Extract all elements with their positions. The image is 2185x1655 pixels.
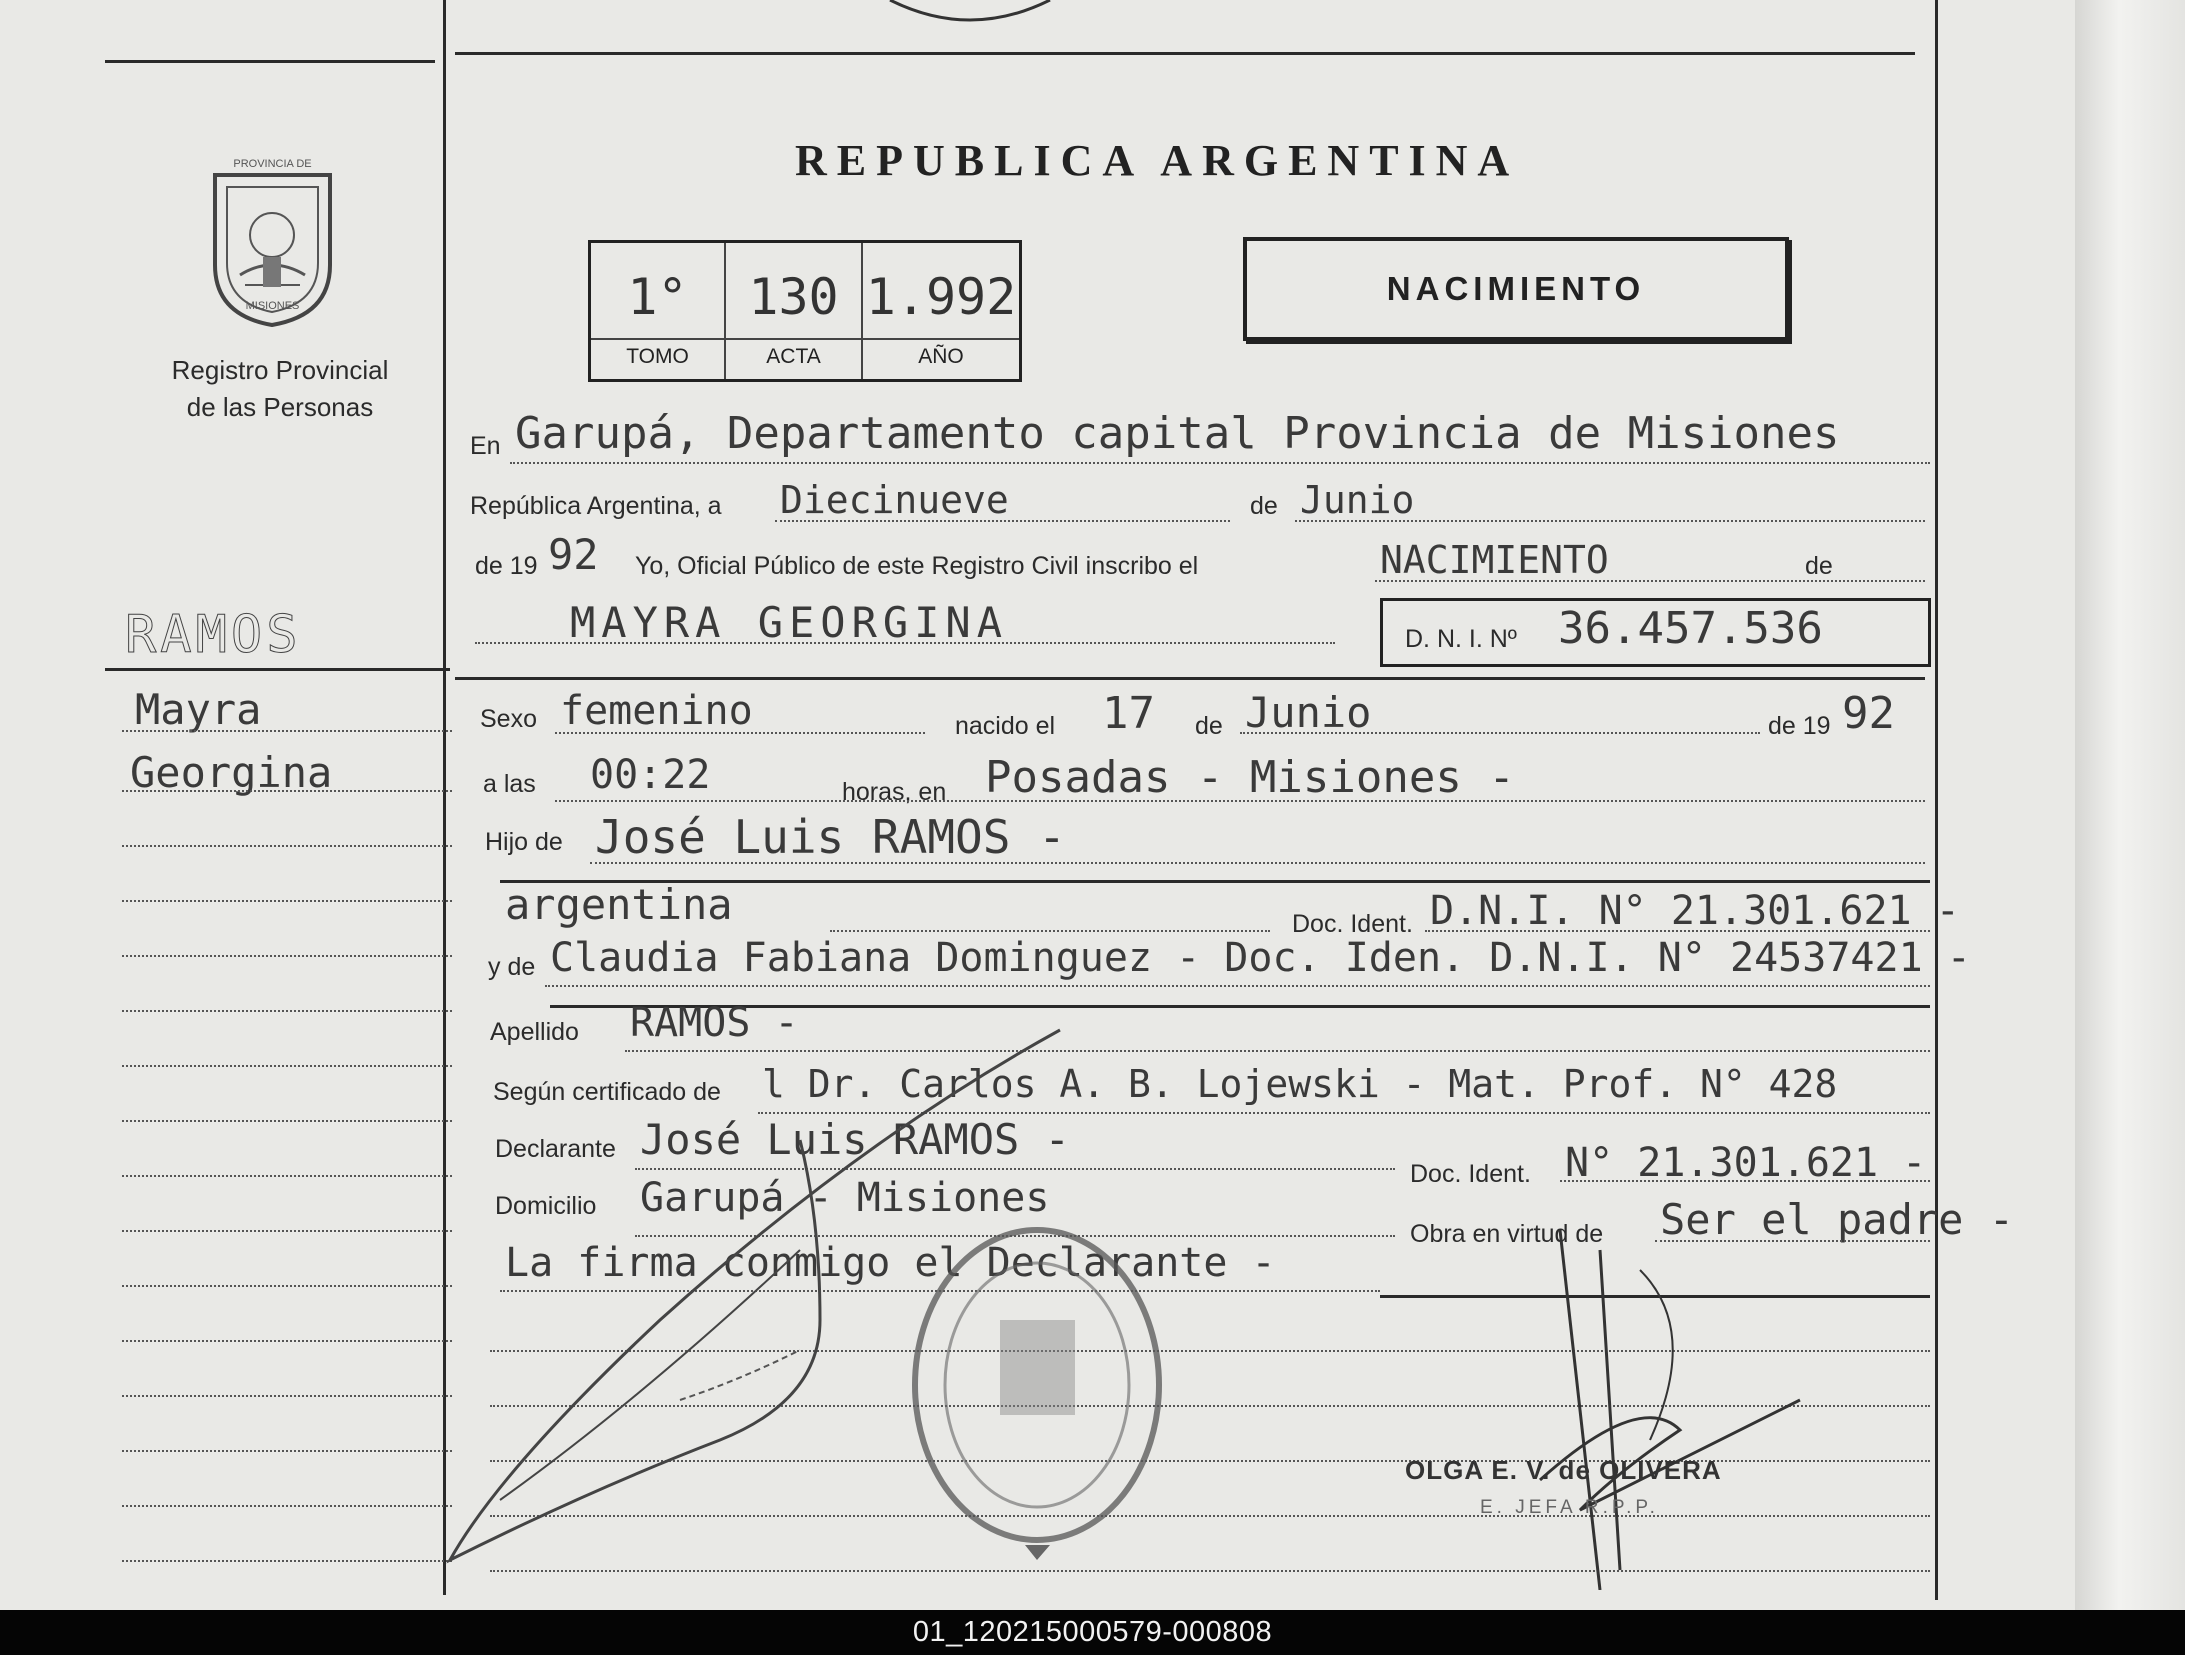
obra-value: Ser el padre - bbox=[1660, 1195, 2015, 1244]
doc-ident-label-2: Doc. Ident. bbox=[1410, 1160, 1531, 1188]
a-las-label: a las bbox=[483, 770, 536, 798]
image-id-caption: 01_120215000579-000808 bbox=[0, 1610, 2185, 1655]
en-label: En bbox=[470, 432, 501, 460]
row-rule-9 bbox=[545, 985, 1930, 987]
dni-box bbox=[1380, 598, 1931, 667]
year-prefix: de 19 bbox=[475, 552, 538, 580]
row-rule-4 bbox=[475, 642, 1335, 644]
act-word-value: NACIMIENTO bbox=[1380, 538, 1609, 582]
father-nationality-value: argentina bbox=[505, 880, 733, 929]
registry-name-line2: de las Personas bbox=[186, 392, 374, 422]
top-seal-fragment bbox=[880, 0, 1060, 30]
certificate-value: l Dr. Carlos A. B. Lojewski - Mat. Prof. N° 428 bbox=[762, 1062, 1838, 1106]
page-edge bbox=[2075, 0, 2185, 1610]
margin-surname-rule bbox=[105, 668, 450, 671]
apellido-value: RAMOS - bbox=[630, 1000, 799, 1046]
row-rule-7 bbox=[590, 862, 1925, 864]
obra-label: Obra en virtud de bbox=[1410, 1220, 1604, 1248]
acta-label: ACTA bbox=[766, 345, 821, 368]
apellido-label: Apellido bbox=[490, 1018, 579, 1046]
birth-month-value: Junio bbox=[1245, 688, 1372, 737]
country-title: REPUBLICA ARGENTINA bbox=[795, 136, 1520, 185]
dni-value: 36.457.536 bbox=[1558, 603, 1823, 654]
segun-label: Según certificado de bbox=[493, 1078, 721, 1106]
row-rule-8b bbox=[1425, 930, 1930, 932]
row-rule-5a bbox=[555, 732, 925, 734]
row-rule-3 bbox=[1375, 580, 1925, 582]
birth-year-suffix: 92 bbox=[1842, 688, 1895, 739]
section-divider bbox=[455, 677, 1925, 680]
margin-given-name-1: Mayra bbox=[135, 685, 262, 734]
official-name-stamp: OLGA E. V. de OLIVERA bbox=[1405, 1455, 1722, 1485]
de-label-3: de bbox=[1195, 712, 1223, 740]
row-rule-2b bbox=[1295, 520, 1925, 522]
act-type-box: NACIMIENTO bbox=[1243, 237, 1789, 341]
record-number-box bbox=[588, 240, 1022, 382]
place-value: Garupá, Departamento capital Provincia de Misiones bbox=[515, 408, 1840, 459]
child-name-value: MAYRA GEORGINA bbox=[570, 598, 1009, 647]
father-doc-value: D.N.I. N° 21.301.621 - bbox=[1430, 888, 1960, 934]
year-suffix: 92 bbox=[548, 530, 599, 579]
anio-label: AÑO bbox=[918, 345, 964, 368]
sexo-value: femenino bbox=[560, 688, 753, 734]
seal-text-top: PROVINCIA DE bbox=[233, 158, 312, 170]
birth-place-value: Posadas - Misiones - bbox=[985, 752, 1515, 803]
de-label-2: de bbox=[1805, 552, 1833, 580]
row-rule-2a bbox=[775, 520, 1230, 522]
acta-value: 130 bbox=[748, 268, 839, 326]
birth-year-prefix: de 19 bbox=[1768, 712, 1831, 740]
hijo-label: Hijo de bbox=[485, 828, 563, 856]
tomo-label: TOMO bbox=[626, 345, 689, 368]
row-rule-6 bbox=[555, 800, 1925, 802]
row-rule-12b bbox=[1560, 1180, 1930, 1182]
right-page-border bbox=[1935, 0, 1938, 1600]
republica-label: República Argentina, a bbox=[470, 492, 722, 520]
margin-given-name-2: Georgina bbox=[130, 748, 333, 797]
month-value: Junio bbox=[1300, 478, 1415, 522]
declarante-doc-value: N° 21.301.621 - bbox=[1565, 1140, 1927, 1186]
de-label-1: de bbox=[1250, 492, 1278, 520]
doc-ident-label-1: Doc. Ident. bbox=[1292, 910, 1413, 938]
dni-label: D. N. I. Nº bbox=[1405, 625, 1517, 653]
row-rule-1 bbox=[510, 462, 1930, 464]
row-rule-5b bbox=[1240, 732, 1760, 734]
official-signature bbox=[1520, 1210, 1820, 1590]
seal-text-bottom: MISIONES bbox=[245, 300, 300, 312]
birth-day-value: 17 bbox=[1102, 688, 1155, 739]
nacido-label: nacido el bbox=[955, 712, 1056, 740]
birth-time-value: 00:22 bbox=[590, 752, 711, 798]
registry-name-line1: Registro Provincial bbox=[171, 355, 389, 385]
left-top-rule bbox=[105, 60, 435, 63]
domicilio-value: Garupá - Misiones bbox=[640, 1175, 1050, 1221]
row-rule-8a bbox=[830, 930, 1270, 932]
right-top-rule bbox=[455, 52, 1915, 55]
declarante-value: José Luis RAMOS - bbox=[640, 1115, 1070, 1164]
anio-value: 1.992 bbox=[865, 268, 1017, 326]
mother-line-value: Claudia Fabiana Dominguez - Doc. Iden. D.N.I. N° 24537421 - bbox=[550, 935, 1971, 981]
tomo-value: 1° bbox=[627, 268, 688, 326]
y-de-label: y de bbox=[488, 953, 536, 981]
declarante-label: Declarante bbox=[495, 1135, 616, 1163]
father-name-value: José Luis RAMOS - bbox=[595, 810, 1066, 864]
margin-surname: RAMOS bbox=[125, 605, 302, 665]
yo-text: Yo, Oficial Público de este Registro Civil inscribo el bbox=[635, 552, 1199, 580]
day-words-value: Diecinueve bbox=[780, 478, 1009, 522]
closing-line-value: La firma conmigo el Declarante - bbox=[505, 1240, 1276, 1286]
sexo-label: Sexo bbox=[480, 705, 537, 733]
official-title-stamp: E. JEFA R.P.P. bbox=[1480, 1497, 1659, 1518]
civil-registry-stamp bbox=[905, 1220, 1170, 1560]
horas-label: horas, en bbox=[842, 778, 947, 806]
domicilio-label: Domicilio bbox=[495, 1192, 597, 1220]
